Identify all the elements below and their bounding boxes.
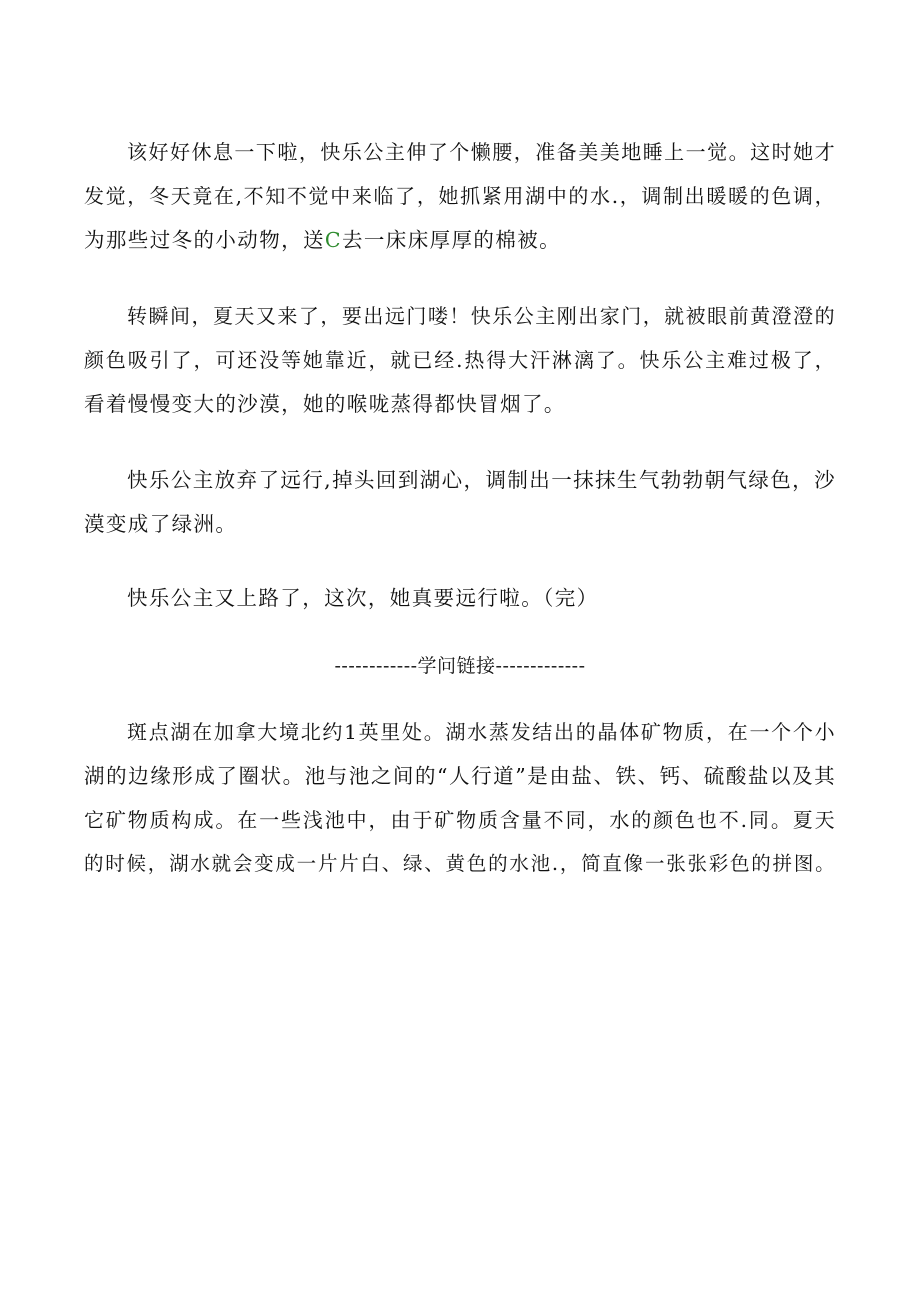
paragraph-line: 漠变成了绿洲。 — [84, 512, 238, 536]
green-letter: C — [324, 228, 342, 252]
paragraph-line: 它矿物质构成。在一些浅池中，由于矿物质含量不同，水的颜色也不.同。夏天 — [84, 808, 836, 832]
line-segment: 去一床床厚厚的棉被。 — [342, 228, 561, 252]
paragraph-line — [84, 218, 836, 262]
knowledge-paragraph — [84, 710, 836, 886]
story-paragraph-4 — [84, 576, 836, 620]
section-divider-heading: ------------学问链接------------- — [334, 655, 586, 677]
line-segment: 为那些过冬的小动物，送 — [84, 228, 325, 252]
paragraph-line: 斑点湖在加拿大境北约1英里处。湖水蒸发结出的晶体矿物质，在一个个小 — [127, 720, 836, 744]
story-paragraph-3 — [84, 458, 836, 546]
paragraph-line: 该好好休息一下啦，快乐公主伸了个懒腰，准备美美地睡上一觉。这时她才 — [127, 140, 836, 164]
paragraph-line: 转瞬间，夏天又来了，要出远门喽！快乐公主刚出家门，就被眼前黄澄澄的 — [127, 304, 836, 328]
paragraph-line: 快乐公主放弃了远行,掉头回到湖心，调制出一抹抹生气勃勃朝气绿色，沙 — [127, 468, 836, 492]
paragraph-line: 看着慢慢变大的沙漠，她的喉咙蒸得都快冒烟了。 — [84, 392, 566, 416]
paragraph-line: 发觉，冬天竟在,不知不觉中来临了，她抓紧用湖中的水.，调制出暖暖的色调， — [84, 184, 836, 208]
paragraph-line: 湖的边缘形成了圈状。池与池之间的“人行道”是由盐、铁、钙、硫酸盐以及其 — [84, 764, 836, 788]
paragraph-line: 快乐公主又上路了，这次，她真要远行啦。（完） — [127, 586, 599, 610]
paragraph-line: 的时候，湖水就会变成一片片白、绿、黄色的水池.，简直像一张张彩色的拼图。 — [84, 852, 836, 875]
story-paragraph-1 — [84, 130, 836, 262]
story-paragraph-2 — [84, 294, 836, 426]
paragraph-line: 颜色吸引了，可还没等她靠近，就已经.热得大汗淋漓了。快乐公主难过极了， — [84, 348, 836, 372]
